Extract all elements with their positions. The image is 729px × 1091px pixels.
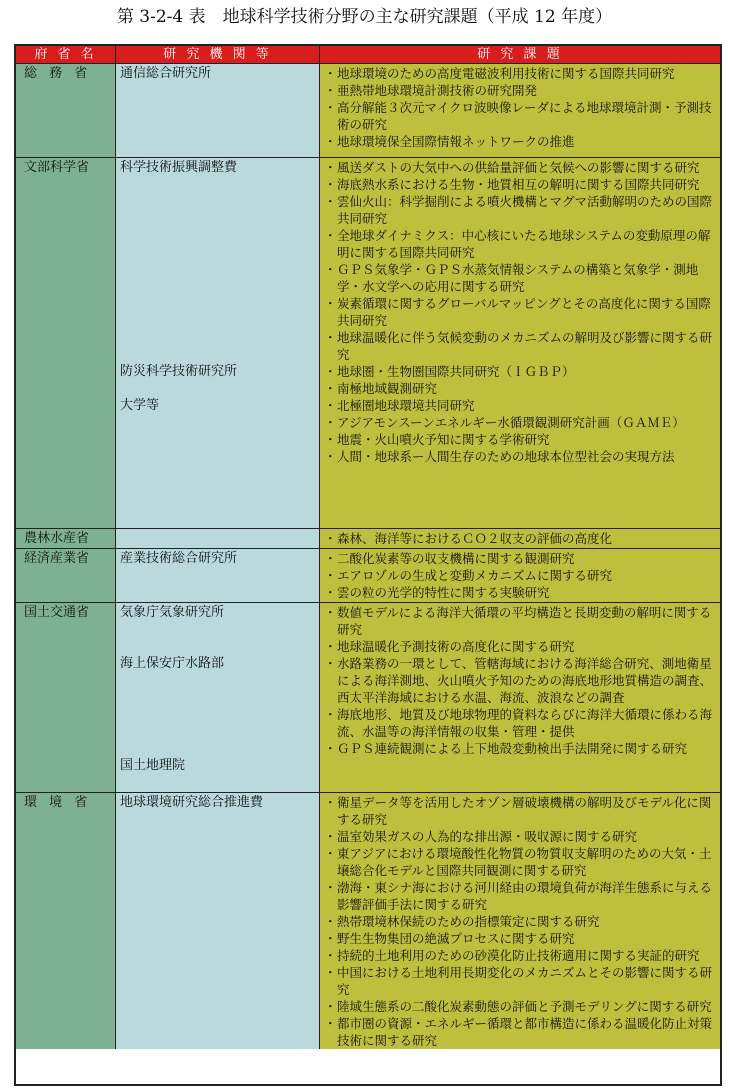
topic-item: ・ 水路業務の一環として、管轄海域における海洋総合研究、測地衛星による海洋測地、火山噴火予知のための海底地形地質構造の調査、西太平洋海域における水温、海流、波浪などの調査 [324,655,716,706]
topic-item: ・ 海底熱水系における生物・地質相互の解明に関する国際共同研究 [324,176,716,193]
institution-name: 大学等 [120,398,160,413]
ministry-cell: 環 境 省 [16,793,116,1049]
institution-name: 海上保安庁水路部 [120,656,225,671]
research-table [14,44,722,1086]
topic-item: ・ 雲仙火山：科学掘削による噴火機構とマグマ活動解明のための国際共同研究 [324,193,716,227]
table-row [16,549,720,603]
topic-cell [320,793,720,1049]
topic-item: ・ 中国における土地利用長期変化のメカニズムとその影響に関する研究 [324,964,716,998]
header-institution: 研 究 機 関 等 [116,46,320,63]
institution-name: 通信総合研究所 [120,66,212,81]
institution-name: 産業技術総合研究所 [120,551,238,566]
topic-cell [320,529,720,548]
institution-cell [116,793,320,1049]
ministry-cell: 文部科学省 [16,158,116,528]
topic-item: ・ 高分解能３次元マイクロ波映像レーダによる地球環境計測・予測技術の研究 [324,99,716,133]
institution-cell [116,603,320,792]
topic-item: ・ 地球環境保全国際情報ネットワークの推進 [324,133,716,150]
table-row [16,64,720,158]
topic-item: ・ ＧＰＳ気象学・ＧＰＳ水蒸気情報システムの構築と気象学・測地学・水文学への応用に関する研究 [324,261,716,295]
topic-cell [320,549,720,602]
institution-cell [116,158,320,528]
ministry-cell: 総 務 省 [16,64,116,157]
ministry-cell: 経済産業省 [16,549,116,602]
topic-cell [320,158,720,528]
table-row [16,529,720,549]
topic-item: ・ 熱帯環境林保続のための指標策定に関する研究 [324,913,716,930]
institution-name: 気象庁気象研究所 [120,605,225,620]
topic-item: ・ 二酸化炭素等の収支機構に関する観測研究 [324,550,716,567]
topic-item: ・ 風送ダストの大気中への供給量評価と気候への影響に関する研究 [324,159,716,176]
table-header [16,46,720,64]
topic-item: ・ 地震・火山噴火予知に関する学術研究 [324,431,716,448]
table-row [16,793,720,1049]
topic-item: ・ 数値モデルによる海洋大循環の平均構造と長期変動の解明に関する研究 [324,604,716,638]
topic-item: ・ 北極圏地球環境共同研究 [324,397,716,414]
institution-cell [116,64,320,157]
topic-item: ・ アジアモンスーンエネルギー水循環観測研究計画（ＧＡＭＥ） [324,414,716,431]
institution-name: 科学技術振興調整費 [120,160,238,175]
ministry-cell: 農林水産省 [16,529,116,548]
topic-item: ・ 森林、海洋等におけるＣＯ２収支の評価の高度化 [324,530,716,547]
topic-cell [320,603,720,792]
topic-item: ・ 衛星データ等を活用したオゾン層破壊機構の解明及びモデル化に関する研究 [324,794,716,828]
topic-item: ・ 野生生物集団の絶滅プロセスに関する研究 [324,930,716,947]
topic-item: ・ 地球圏・生物圏国際共同研究（ＩＧＢＰ） [324,363,716,380]
topic-item: ・ 海底地形、地質及び地球物理的資料ならびに海洋大循環に係わる海流、水温等の海洋情報の収集・管理・提供 [324,706,716,740]
topic-item: ・ 持続的土地利用のための砂漠化防止技術適用に関する実証的研究 [324,947,716,964]
institution-name: 国土地理院 [120,758,186,773]
topic-item: ・ 温室効果ガスの人為的な排出源・吸収源に関する研究 [324,828,716,845]
institution-cell [116,529,320,548]
topic-item: ・ 炭素循環に関するグローバルマッピングとその高度化に関する国際共同研究 [324,295,716,329]
topic-item: ・ 都市圏の資源・エネルギー循環と都市構造に係わる温暖化防止対策技術に関する研究 [324,1015,716,1049]
header-topic: 研 究 課 題 [477,47,563,62]
topic-item: ・ 陸域生態系の二酸化炭素動態の評価と予測モデリングに関する研究 [324,998,716,1015]
topic-item: ・ 渤海・東シナ海における河川経由の環境負荷が海洋生態系に与える影響評価手法に関する研究 [324,879,716,913]
topic-item: ・ 人間・地球系ー人間生存のための地球本位型社会の実現方法 [324,448,716,465]
institution-name: 地球環境研究総合推進費 [120,795,264,810]
topic-item: ・ 東アジアにおける環境酸性化物質の物質収支解明のための大気・土壌総合化モデルと国際共同観測に関する研究 [324,845,716,879]
institution-cell [116,549,320,602]
institution-name: 防災科学技術研究所 [120,364,238,379]
topic-item: ・ 雲の粒の光学的特性に関する実験研究 [324,584,716,601]
topic-item: ・ 地球温暖化に伴う気候変動のメカニズムの解明及び影響に関する研究 [324,329,716,363]
topic-item: ・ 全地球ダイナミクス：中心核にいたる地球システムの変動原理の解明に関する国際共同研究 [324,227,716,261]
table-row [16,603,720,793]
topic-item: ・ 地球温暖化予測技術の高度化に関する研究 [324,638,716,655]
table-row [16,158,720,529]
topic-item: ・ ＧＰＳ連続観測による上下地殻変動検出手法開発に関する研究 [324,740,716,757]
topic-item: ・ 地球環境のための高度電磁波利用技術に関する国際共同研究 [324,65,716,82]
topic-cell [320,64,720,157]
topic-item: ・ 南極地域観測研究 [324,380,716,397]
topic-item: ・ 亜熱帯地球環境計測技術の研究開発 [324,82,716,99]
ministry-cell: 国土交通省 [16,603,116,792]
topic-item: ・ エアロゾルの生成と変動メカニズムに関する研究 [324,567,716,584]
table-title: 第 3-2-4 表 地球科学技術分野の主な研究課題（平成 12 年度） [116,7,613,27]
header-ministry: 府 省 名 [16,46,116,63]
